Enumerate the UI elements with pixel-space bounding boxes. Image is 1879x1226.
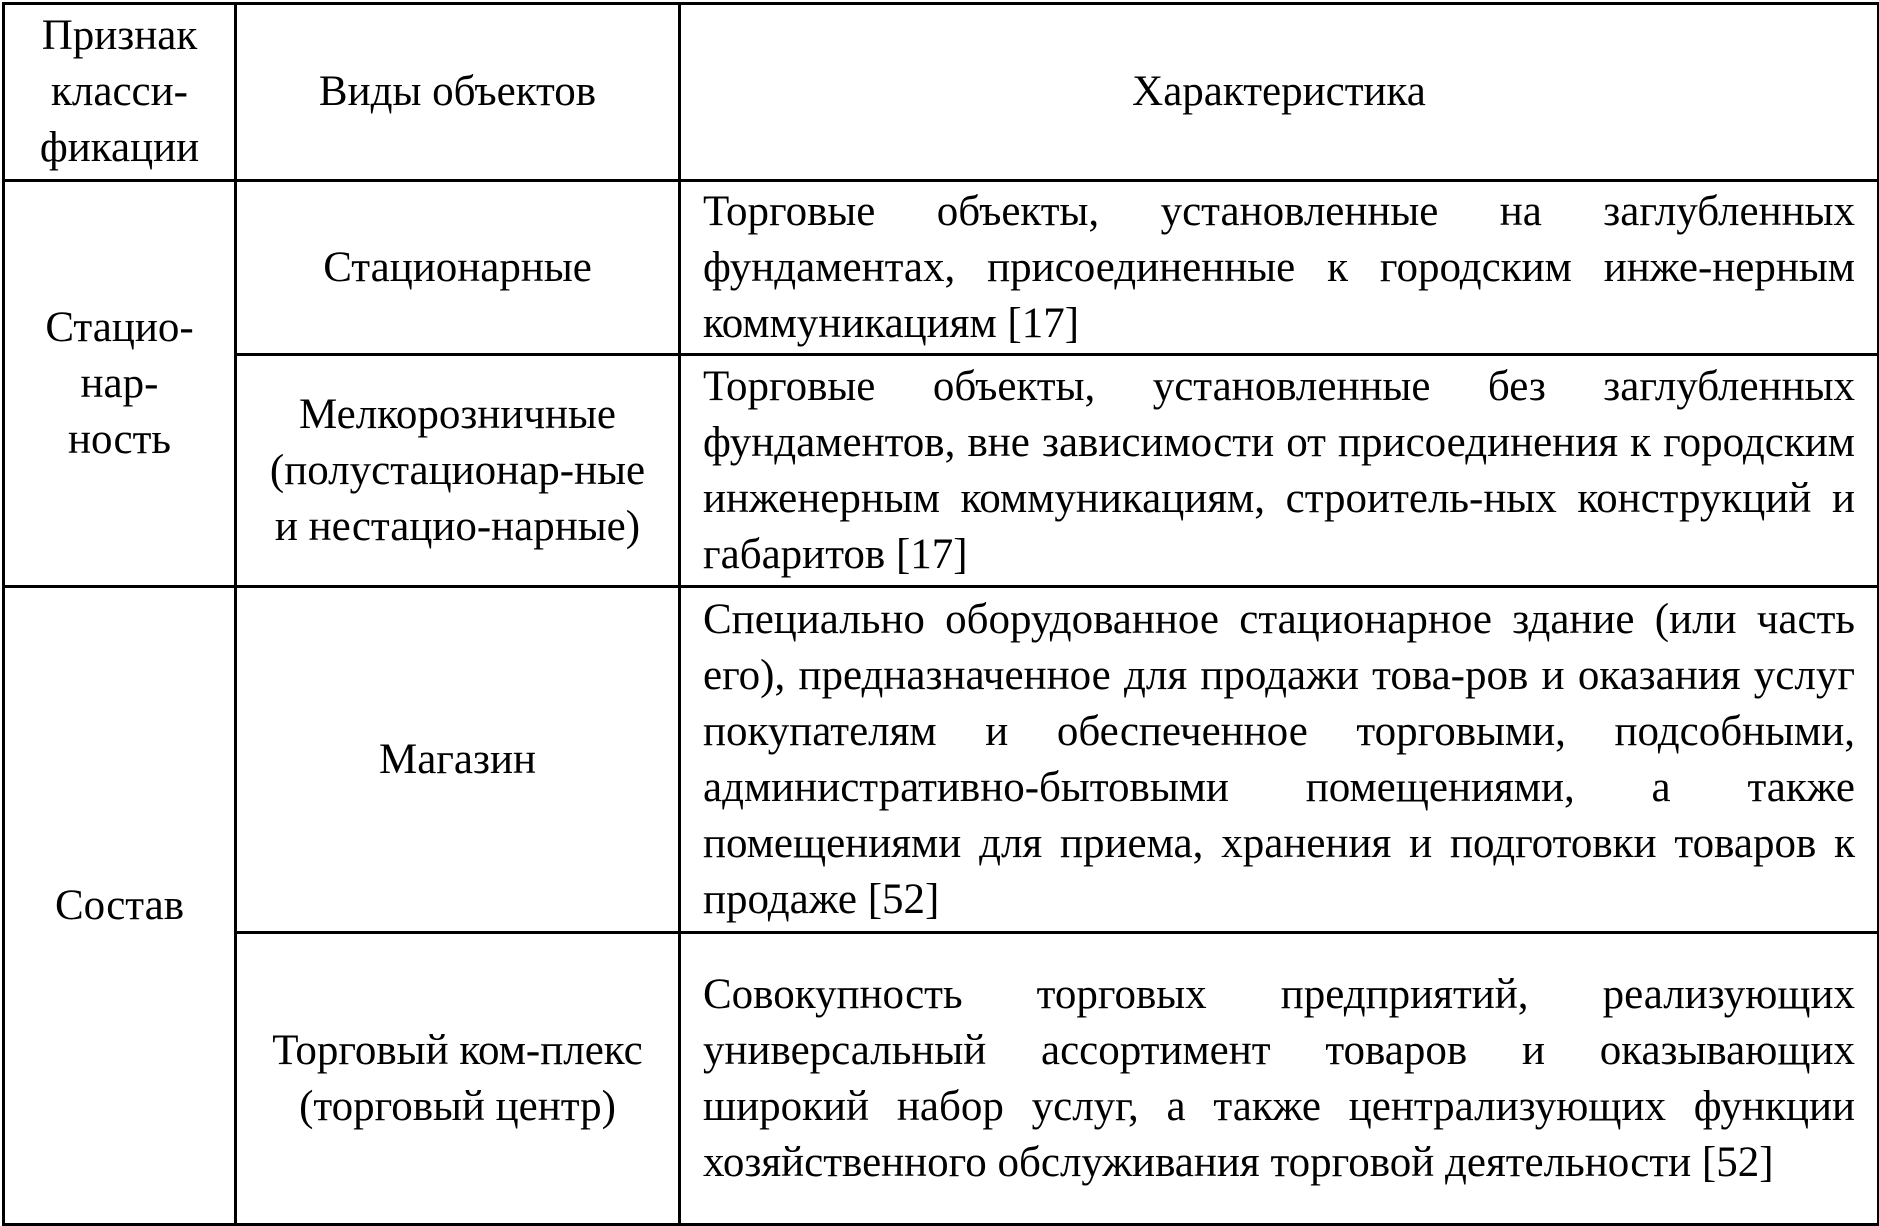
document-page <box>2 2 1877 1220</box>
feature-cell-composition <box>4 587 236 1225</box>
feature-text: Стацио- нар- ность <box>45 303 194 463</box>
type-cell <box>236 587 680 933</box>
feature-cell-stationarity <box>4 181 236 587</box>
type-text: Мелкорозничные (полустационар-ные и нестацио-нарные) <box>269 390 646 550</box>
table-row <box>4 181 1879 355</box>
type-cell <box>236 181 680 355</box>
description-cell <box>680 587 1879 933</box>
type-cell <box>236 933 680 1225</box>
type-text: Стационарные <box>323 243 592 291</box>
feature-text: Состав <box>54 881 185 929</box>
header-feature <box>4 4 236 181</box>
description-text: Совокупность торговых предприятий, реализующих универсальный ассортимент товаров и оказывающих широкий набор услуг, а также централизующих функции хозяйственного обслуживания торговой деятельности [52] <box>703 970 1855 1186</box>
table-header-row <box>4 4 1879 181</box>
description-cell <box>680 181 1879 355</box>
table-row <box>4 933 1879 1225</box>
header-description-text: Характеристика <box>1132 68 1426 115</box>
description-cell <box>680 933 1879 1225</box>
type-text: Магазин <box>378 735 537 783</box>
description-cell <box>680 355 1879 587</box>
table-row <box>4 587 1879 933</box>
classification-table <box>2 2 1879 1226</box>
header-description <box>680 4 1879 181</box>
header-feature-text: Признак класси- фикации <box>39 12 200 171</box>
type-text: Торговый ком-плекс (торговый центр) <box>272 1026 643 1130</box>
header-type-text: Виды объектов <box>318 68 597 115</box>
type-cell <box>236 355 680 587</box>
header-type <box>236 4 680 181</box>
description-text: Специально оборудованное стационарное здание (или часть его), предназначенное для продажи това-ров и оказания услуг покупателям и обеспеченное торговыми, подсобными, административно-бытовыми помещениями, а также помещениями для приема, хранения и подготовки товаров к продаже [52] <box>703 595 1855 923</box>
description-text: Торговые объекты, установленные на заглубленных фундаментах, присоединенные к городским инже-нерным коммуникациям [17] <box>703 187 1855 347</box>
table-row <box>4 355 1879 587</box>
description-text: Торговые объекты, установленные без заглубленных фундаментов, вне зависимости от присоединения к городским инженерным коммуникациям, строитель-ных конструкций и габаритов [17] <box>703 362 1855 578</box>
